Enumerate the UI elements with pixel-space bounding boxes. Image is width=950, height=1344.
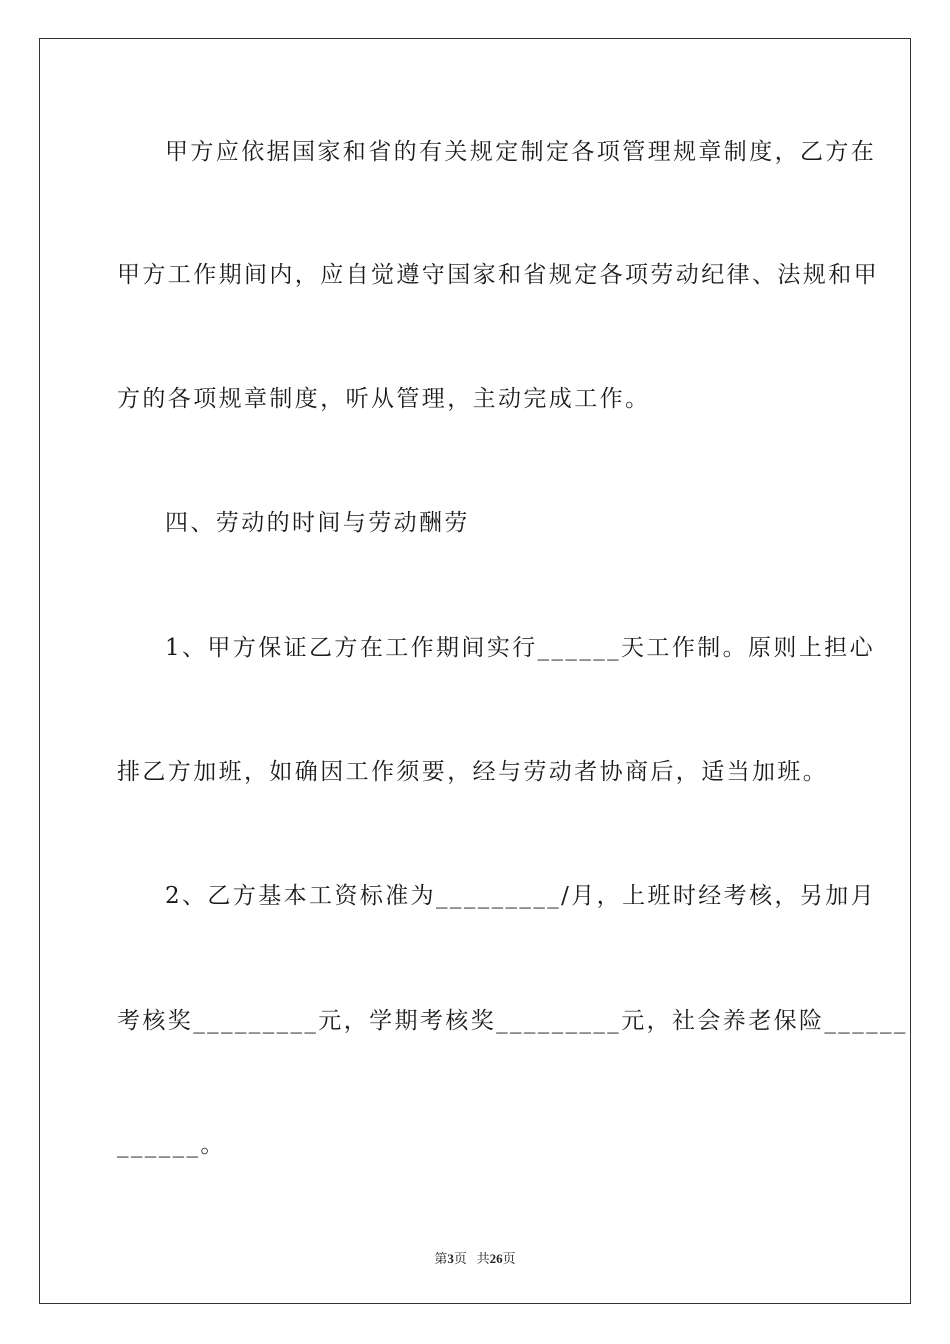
paragraph-line-2: 甲方工作期间内，应自觉遵守国家和省规定各项劳动纪律、法规和甲 — [117, 262, 879, 288]
clause-2-line-2: 考核奖_________元，学期考核奖_________元，社会养老保险______ — [117, 1008, 908, 1034]
footer-total-suffix: 页 — [502, 1251, 516, 1266]
page-border — [39, 38, 911, 1304]
page-footer — [0, 1248, 950, 1267]
footer-page-suffix: 页 — [453, 1251, 467, 1266]
clause-1-line-2: 排乙方加班，如确因工作须要，经与劳动者协商后，适当加班。 — [117, 759, 829, 785]
footer-page-number: 3 — [447, 1251, 454, 1266]
paragraph-line-1: 甲方应依据国家和省的有关规定制定各项管理规章制度，乙方在 — [165, 139, 877, 165]
footer-total-pages: 26 — [489, 1251, 503, 1266]
footer-page-prefix: 第 — [434, 1251, 448, 1266]
section-heading: 四、劳动的时间与劳动酬劳 — [165, 510, 470, 536]
clause-1-line-1: 1、甲方保证乙方在工作期间实行______天工作制。原则上担心 — [165, 635, 876, 661]
footer-total-prefix: 共 — [476, 1251, 490, 1266]
clause-2-line-3: ______。 — [117, 1132, 226, 1158]
paragraph-line-3: 方的各项规章制度，听从管理，主动完成工作。 — [117, 386, 651, 412]
clause-2-line-1: 2、乙方基本工资标准为_________/月，上班时经考核，另加月 — [165, 883, 877, 909]
